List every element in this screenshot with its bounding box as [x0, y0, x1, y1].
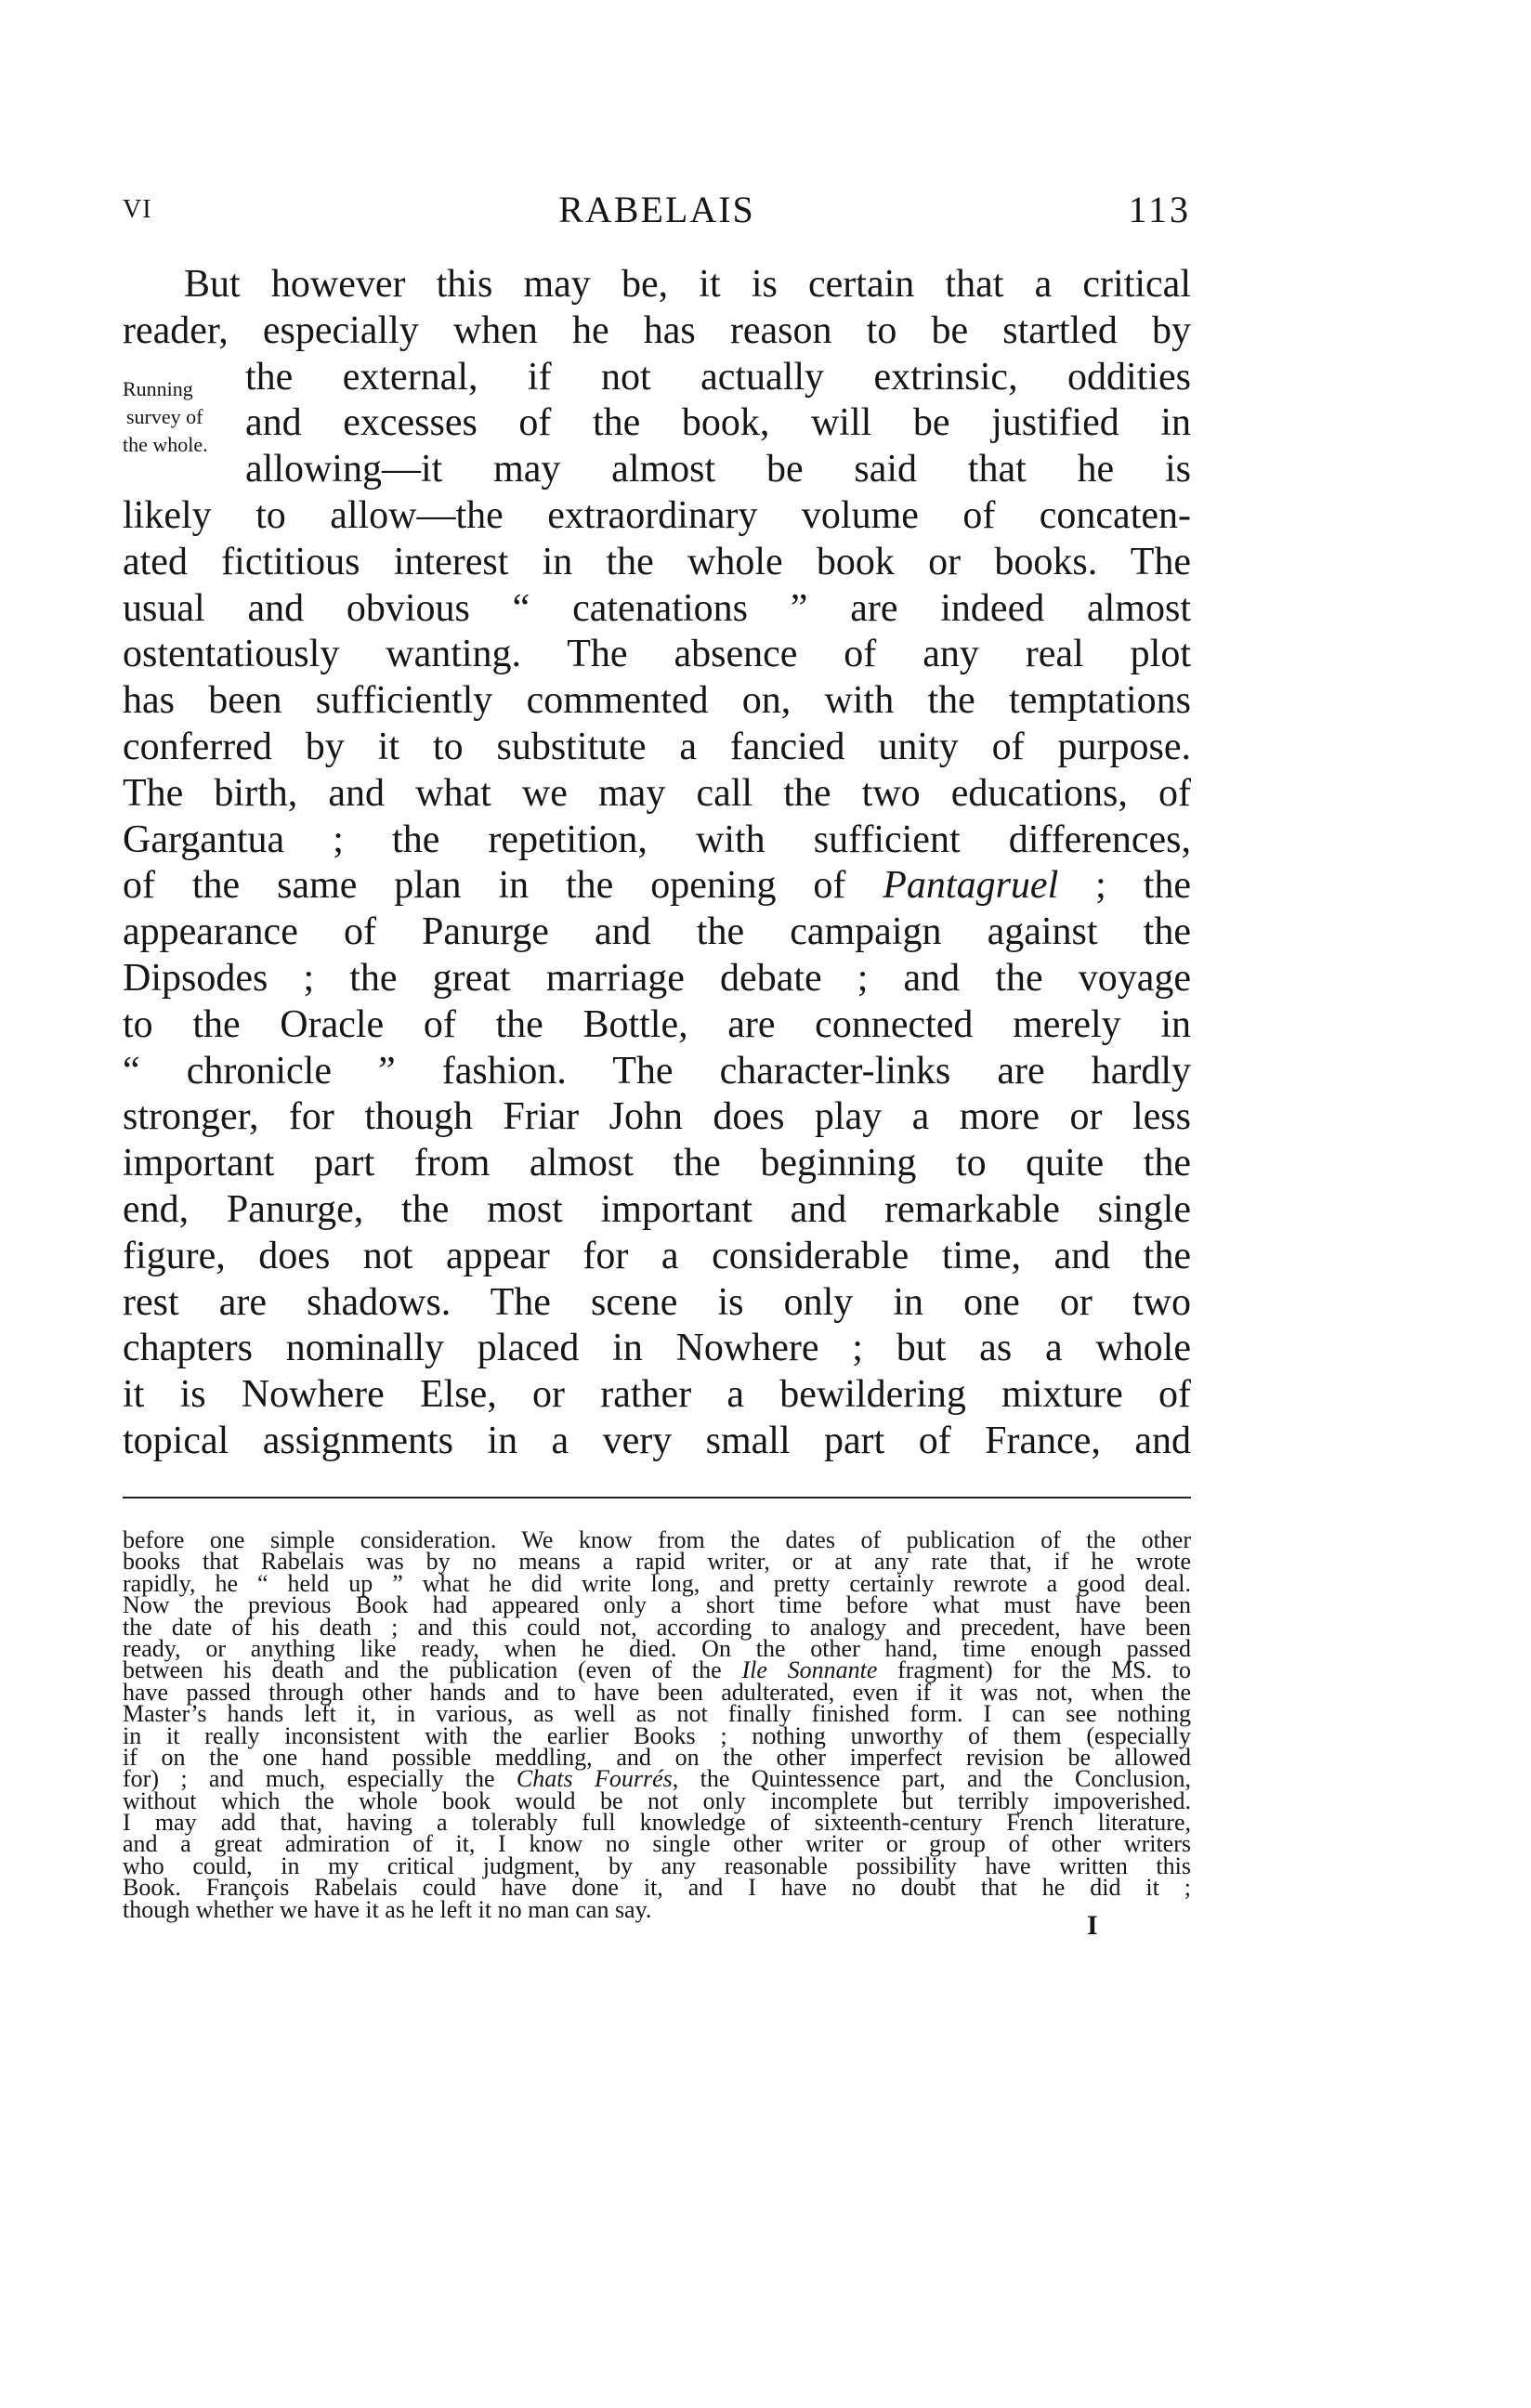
text-segment: I may add that, having a tolerably full knowledge of sixteenth-century French literature,: [123, 1809, 1191, 1837]
text-line: [123, 818, 1191, 864]
text-line: [123, 1372, 1191, 1419]
text-segment: ; the: [1058, 864, 1191, 908]
margin-note-line: Running: [123, 377, 193, 400]
margin-note-line: the whole.: [123, 433, 208, 456]
text-line: [123, 1002, 1191, 1049]
text-line: [123, 493, 1191, 540]
footnote-line: [123, 1895, 1191, 1923]
text-segment: though whether we have it as he left it no man can say.: [123, 1895, 652, 1923]
text-segment: Now the previous Book had appeared only a short time before what must have been: [123, 1591, 1191, 1619]
text-line: [123, 447, 1191, 493]
text-line: [123, 1234, 1191, 1280]
text-line: [123, 1141, 1191, 1187]
text-line: [123, 678, 1191, 725]
text-line: [123, 400, 1191, 447]
text-line: [123, 355, 1191, 401]
text-segment: the date of his death ; and this could not, according to analogy and precedent, have been: [123, 1613, 1191, 1641]
text-line: [123, 1326, 1191, 1372]
text-segment: chapters nominally placed in Nowhere ; but as a whole: [123, 1327, 1191, 1370]
text-segment: Dipsodes ; the great marriage debate ; and the voyage: [123, 956, 1191, 1000]
text-segment: have passed through other hands and to have been adulterated, even if it was not, when the: [123, 1678, 1191, 1706]
chapter-number: VI: [123, 195, 152, 224]
text-segment: usual and obvious “ catenations ” are indeed almost: [123, 586, 1191, 630]
text-line: [123, 1280, 1191, 1327]
text-segment: important part from almost the beginning to quite the: [123, 1142, 1191, 1185]
text-segment: ready, or anything like ready, when he died. On the other hand, time enough passed: [123, 1634, 1191, 1662]
text-line: [123, 956, 1191, 1002]
text-line: [123, 1419, 1191, 1465]
body-text: [123, 262, 1191, 1465]
page-number: 113: [1128, 189, 1191, 230]
text-segment: reader, especially when he has reason to be startled by: [123, 308, 1191, 352]
text-segment: the external, if not actually extrinsic, oddities: [245, 355, 1191, 399]
text-line: [123, 1049, 1191, 1095]
text-segment: Gargantua ; the repetition, with sufficient differences,: [123, 818, 1191, 861]
text-segment: stronger, for though Friar John does play a more or less: [123, 1095, 1191, 1139]
text-segment: for) ; and much, especially the: [123, 1765, 517, 1793]
text-segment: if on the one hand possible meddling, and on the other imperfect revision be allowed: [123, 1743, 1191, 1771]
text-segment: has been sufficiently commented on, with the temptations: [123, 679, 1191, 723]
text-line: [123, 910, 1191, 956]
text-segment: and a great admiration of it, I know no single other writer or group of other writers: [123, 1830, 1191, 1858]
margin-note-line: survey of: [126, 405, 203, 428]
text-segment: “ chronicle ” fashion. The character-links are hardly: [123, 1049, 1191, 1093]
signature-mark: I: [1087, 1910, 1098, 1941]
text-line: [123, 540, 1191, 586]
text-segment: ated fictitious interest in the whole book or books. The: [123, 540, 1191, 583]
text-segment: allowing—it may almost be said that he is: [245, 448, 1191, 491]
text-line: [123, 725, 1191, 771]
text-segment: of the same plan in the opening of: [123, 864, 883, 908]
text-segment: But however this may be, it is certain that a critical: [184, 263, 1191, 306]
text-segment: rest are shadows. The scene is only in one or two: [123, 1280, 1191, 1324]
text-segment: ostentatiously wanting. The absence of any real plot: [123, 633, 1191, 676]
text-segment: conferred by it to substitute a fancied unity of purpose.: [123, 725, 1191, 768]
text-segment: Master’s hands left it, in various, as well as not finally finished form. I can see nothing: [123, 1700, 1191, 1728]
text-line: [123, 1094, 1191, 1141]
text-line: [123, 262, 1191, 308]
footnote-divider: [123, 1497, 1191, 1498]
text-line: [123, 863, 1191, 910]
text-segment: before one simple consideration. We know from the dates of publication of the other: [123, 1526, 1191, 1553]
text-segment: who could, in my critical judgment, by any reasonable possibility have written this: [123, 1852, 1191, 1879]
text-segment: figure, does not appear for a considerable time, and the: [123, 1234, 1191, 1277]
text-line: [123, 771, 1191, 818]
text-segment: , the Quintessence part, and the Conclusion,: [672, 1765, 1191, 1793]
text-segment: rapidly, he “ held up ” what he did write long, and pretty certainly rewrote a good deal.: [123, 1569, 1191, 1597]
text-segment: between his death and the publication (even of the: [123, 1656, 742, 1684]
text-segment: without which the whole book would be not only incomplete but terribly impoverished.: [123, 1786, 1191, 1814]
text-line: [123, 632, 1191, 678]
text-segment: Book. François Rabelais could have done it, and I have no doubt that he did it ;: [123, 1874, 1191, 1902]
text-segment: books that Rabelais was by no means a rapid writer, or at any rate that, if he wrote: [123, 1548, 1191, 1576]
italic-title: Pantagruel: [883, 864, 1059, 908]
text-segment: and excesses of the book, will be justified in: [245, 401, 1191, 445]
running-header: [123, 188, 1191, 234]
text-line: [123, 1187, 1191, 1234]
text-segment: it is Nowhere Else, or rather a bewildering mixture of: [123, 1373, 1191, 1417]
running-title: RABELAIS: [558, 189, 755, 230]
footnote: [123, 1526, 1191, 1923]
text-line: [123, 308, 1191, 355]
text-segment: fragment) for the MS. to: [877, 1656, 1191, 1684]
text-segment: appearance of Panurge and the campaign against the: [123, 910, 1191, 954]
text-segment: The birth, and what we may call the two educations, of: [123, 771, 1191, 815]
text-segment: to the Oracle of the Bottle, are connected merely in: [123, 1002, 1191, 1046]
text-segment: likely to allow—the extraordinary volume of concaten-: [123, 493, 1191, 537]
text-segment: topical assignments in a very small part of France, and: [123, 1419, 1191, 1462]
text-segment: end, Panurge, the most important and remarkable single: [123, 1187, 1191, 1231]
italic-title: Chats Fourrés: [516, 1765, 673, 1793]
italic-title: Ile Sonnante: [741, 1656, 878, 1684]
text-line: [123, 586, 1191, 633]
text-segment: in it really inconsistent with the earlier Books ; nothing unworthy of them (especially: [123, 1721, 1191, 1749]
